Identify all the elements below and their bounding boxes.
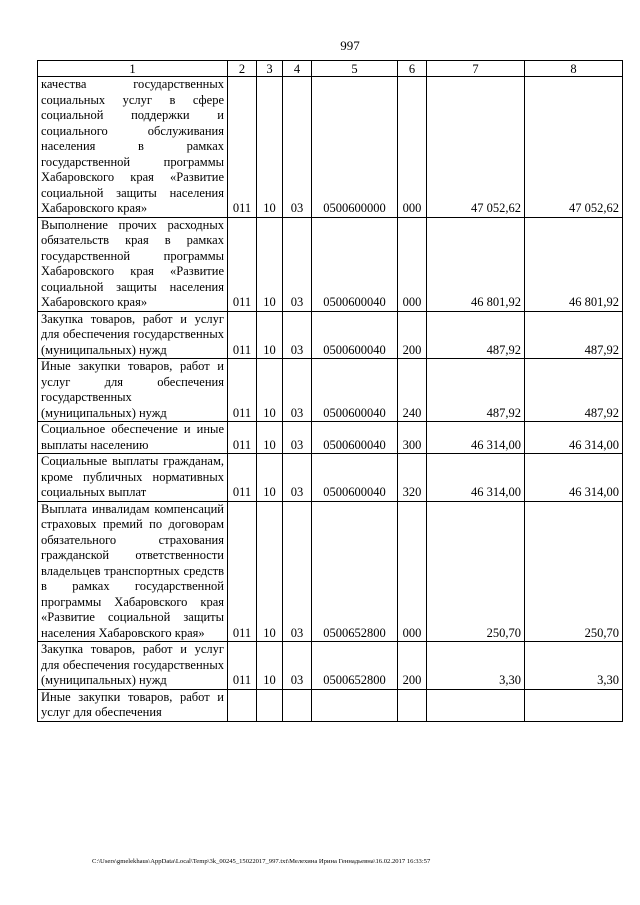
cell-target-item: 0500600040 [312, 422, 398, 454]
cell-expense-type: 200 [398, 311, 427, 359]
cell-section: 10 [257, 642, 283, 690]
column-header: 2 [228, 61, 257, 77]
cell-ministry-code: 011 [228, 422, 257, 454]
row-name: качества государственных социальных услуг в сфере социальной поддержки и социального обслуживания населения в рамках государственной программы Хабаровского края «Развитие социальной защиты населения Хабаровского края» [38, 77, 228, 218]
cell-target-item [312, 689, 398, 721]
cell-target-item: 0500600040 [312, 311, 398, 359]
cell-subsection: 03 [283, 77, 312, 218]
table-row [38, 501, 623, 642]
row-name: Социальные выплаты гражданам, кроме публичных нормативных социальных выплат [38, 454, 228, 502]
cell-amount: 46 314,00 [525, 454, 623, 502]
cell-target-item: 0500600040 [312, 217, 398, 311]
cell-subsection: 03 [283, 501, 312, 642]
cell-section: 10 [257, 359, 283, 422]
column-header: 3 [257, 61, 283, 77]
column-header: 8 [525, 61, 623, 77]
row-name: Социальное обеспечение и иные выплаты населению [38, 422, 228, 454]
column-header: 6 [398, 61, 427, 77]
cell-ministry-code: 011 [228, 642, 257, 690]
cell-amount: 46 801,92 [525, 217, 623, 311]
cell-expense-type: 000 [398, 217, 427, 311]
table-row [38, 642, 623, 690]
cell-section [257, 689, 283, 721]
cell-expense-type: 000 [398, 77, 427, 218]
cell-amount: 47 052,62 [427, 77, 525, 218]
cell-subsection [283, 689, 312, 721]
cell-expense-type: 000 [398, 501, 427, 642]
cell-ministry-code: 011 [228, 311, 257, 359]
cell-ministry-code: 011 [228, 454, 257, 502]
cell-ministry-code: 011 [228, 501, 257, 642]
table-row [38, 217, 623, 311]
table-row [38, 311, 623, 359]
cell-section: 10 [257, 454, 283, 502]
cell-amount [427, 689, 525, 721]
cell-expense-type: 300 [398, 422, 427, 454]
column-header: 1 [38, 61, 228, 77]
cell-subsection: 03 [283, 454, 312, 502]
row-name: Выплата инвалидам компенсаций страховых премий по договорам обязательного страхования гражданской ответственности владельцев транспортных средств в рамках государственной программы Хабаровского края «Развитие социальной защиты населения Хабаровского края» [38, 501, 228, 642]
table-row [38, 422, 623, 454]
cell-section: 10 [257, 77, 283, 218]
cell-expense-type: 320 [398, 454, 427, 502]
table-row [38, 77, 623, 218]
page-number: 997 [340, 38, 360, 53]
table-header-row [38, 61, 623, 77]
cell-subsection: 03 [283, 642, 312, 690]
cell-expense-type [398, 689, 427, 721]
cell-amount: 46 801,92 [427, 217, 525, 311]
cell-amount: 487,92 [525, 359, 623, 422]
cell-amount: 487,92 [525, 311, 623, 359]
table-row [38, 689, 623, 721]
cell-section: 10 [257, 217, 283, 311]
table-row [38, 359, 623, 422]
cell-amount: 46 314,00 [525, 422, 623, 454]
cell-section: 10 [257, 311, 283, 359]
cell-amount: 3,30 [525, 642, 623, 690]
cell-subsection: 03 [283, 311, 312, 359]
cell-section: 10 [257, 501, 283, 642]
row-name: Выполнение прочих расходных обязательств края в рамках государственной программы Хабаровского края «Развитие социальной защиты населения Хабаровского края» [38, 217, 228, 311]
cell-amount: 3,30 [427, 642, 525, 690]
cell-target-item: 0500600000 [312, 77, 398, 218]
cell-ministry-code: 011 [228, 359, 257, 422]
cell-target-item: 0500600040 [312, 359, 398, 422]
cell-ministry-code [228, 689, 257, 721]
cell-expense-type: 200 [398, 642, 427, 690]
cell-section: 10 [257, 422, 283, 454]
cell-amount: 487,92 [427, 311, 525, 359]
row-name: Закупка товаров, работ и услуг для обеспечения государственных (муниципальных) нужд [38, 311, 228, 359]
cell-amount: 487,92 [427, 359, 525, 422]
budget-table [37, 60, 623, 722]
cell-expense-type: 240 [398, 359, 427, 422]
cell-amount: 46 314,00 [427, 422, 525, 454]
column-header: 7 [427, 61, 525, 77]
file-path-footer: C:\Users\gmelekhaus\AppData\Local\Temp\3k_00245_15022017_997.txt\Мелехина Ирина Геннадьевна\16.02.2017 16:33:57 [92, 858, 431, 865]
cell-target-item: 0500600040 [312, 454, 398, 502]
cell-ministry-code: 011 [228, 217, 257, 311]
cell-ministry-code: 011 [228, 77, 257, 218]
table-row [38, 454, 623, 502]
column-header: 5 [312, 61, 398, 77]
cell-amount: 250,70 [525, 501, 623, 642]
row-name: Иные закупки товаров, работ и услуг для обеспечения [38, 689, 228, 721]
cell-amount [525, 689, 623, 721]
row-name: Закупка товаров, работ и услуг для обеспечения государственных (муниципальных) нужд [38, 642, 228, 690]
cell-subsection: 03 [283, 359, 312, 422]
cell-amount: 46 314,00 [427, 454, 525, 502]
cell-amount: 47 052,62 [525, 77, 623, 218]
row-name: Иные закупки товаров, работ и услуг для обеспечения государственных (муниципальных) нужд [38, 359, 228, 422]
column-header: 4 [283, 61, 312, 77]
cell-amount: 250,70 [427, 501, 525, 642]
cell-subsection: 03 [283, 217, 312, 311]
cell-target-item: 0500652800 [312, 501, 398, 642]
cell-target-item: 0500652800 [312, 642, 398, 690]
cell-subsection: 03 [283, 422, 312, 454]
